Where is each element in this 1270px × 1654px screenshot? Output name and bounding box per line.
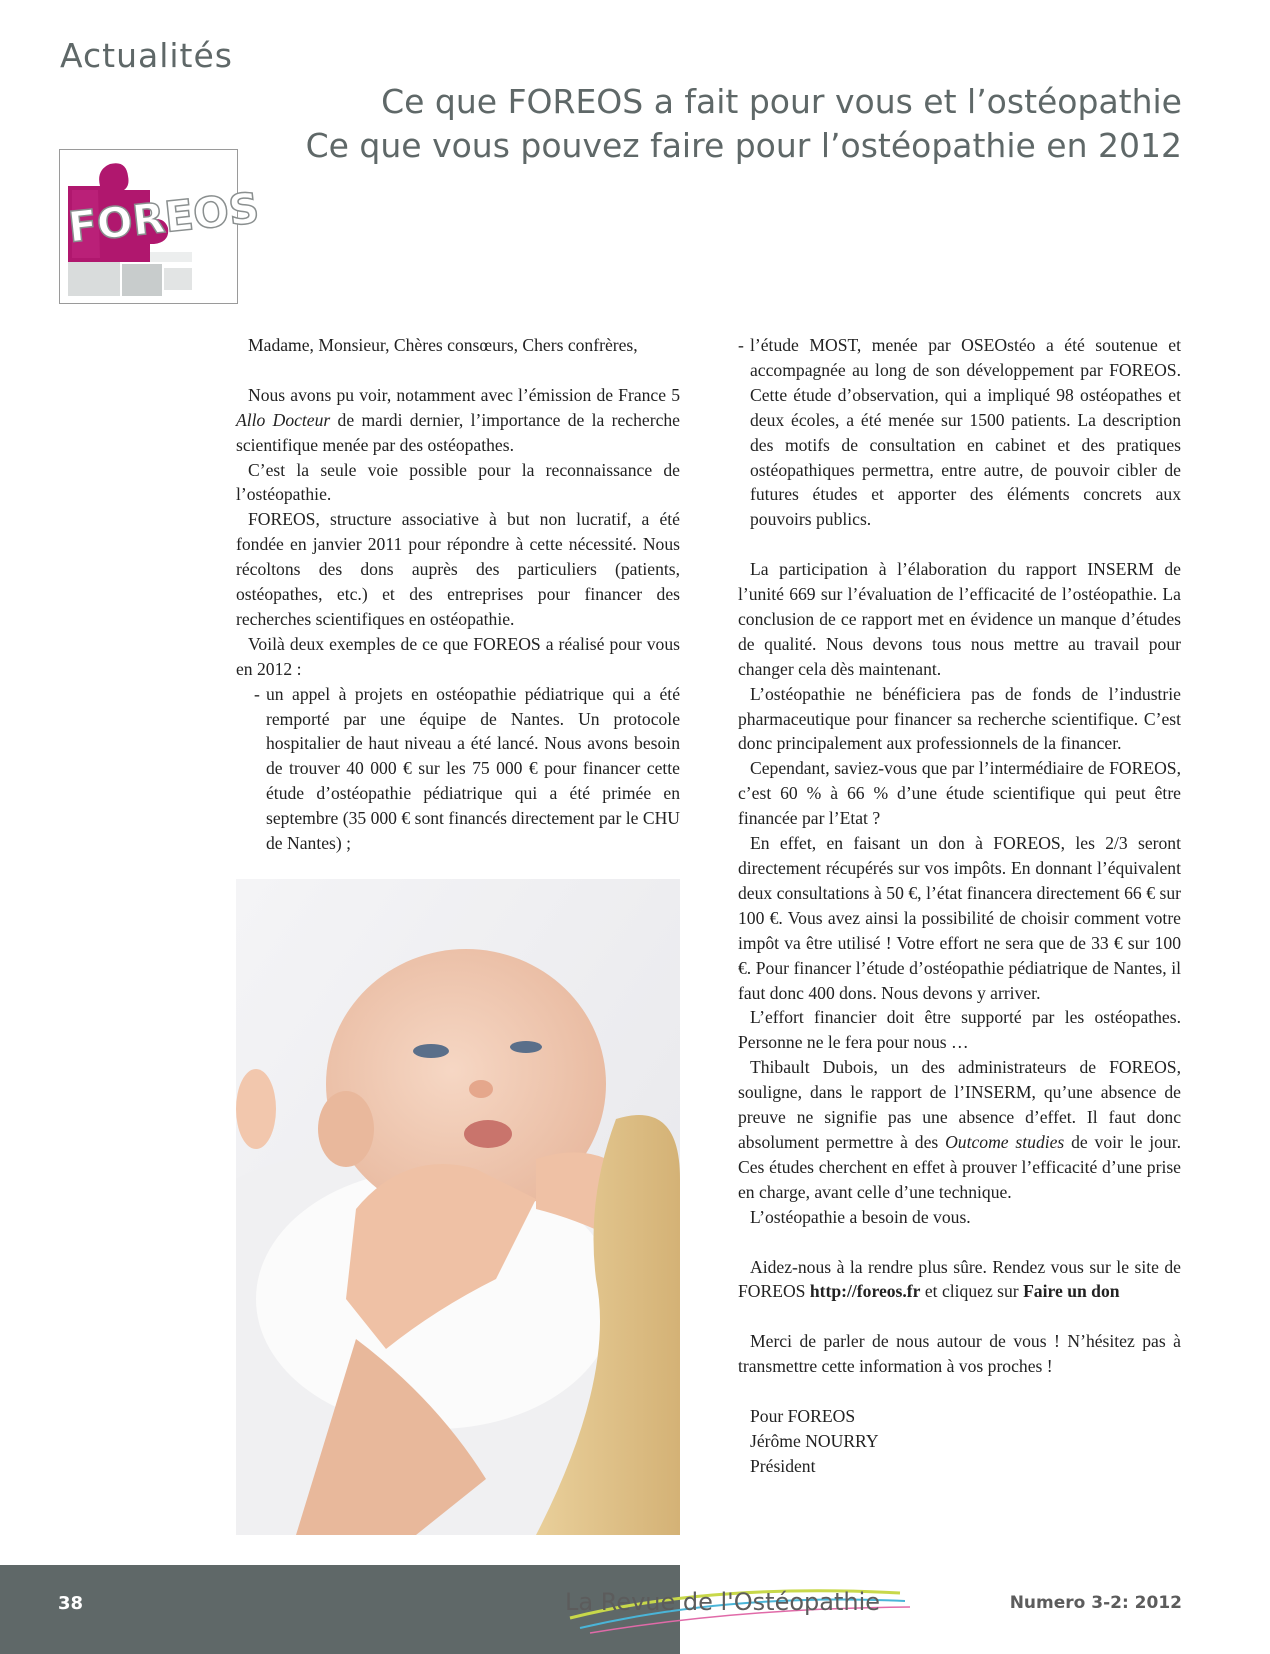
signature-block (738, 1404, 1181, 1479)
paragraph-4: Voilà deux exemples de ce que FOREOS a réalisé pour vous en 2012 : (236, 633, 680, 679)
title-line-1: Ce que FOREOS a fait pour vous et l’ostéopathie (381, 82, 1182, 121)
paragraph-2: C’est la seule voie possible pour la reconnaissance de l’ostéopathie. (236, 459, 680, 505)
foreos-logo (59, 149, 262, 304)
paragraph-5: La participation à l’élaboration du rapport INSERM de l’unité 669 sur l’évaluation de l’efficacité de l’ostéopathie. La conclusion de ce rapport met en évidence un manque d’études de qualité. Nous devons tous nous mettre au travail pour changer cela dès maintenant. (738, 559, 1181, 679)
left-column (236, 333, 680, 856)
right-column (738, 333, 1181, 1479)
signature-line-1: Pour FOREOS (750, 1405, 856, 1426)
donate-link[interactable]: Faire un don (1023, 1281, 1120, 1302)
page-number: 38 (58, 1593, 84, 1614)
paragraph-9: L’effort financier doit être supporté par les ostéopathes. Personne ne le fera pour nous … (738, 1007, 1181, 1053)
show-title: Allo Docteur (236, 409, 331, 430)
bullet-item-1: - un appel à projets en ostéopathie pédiatrique qui a été remporté par une équipe de Nantes. Un protocole hospitalier de haut niveau a été lancé. Nous avons besoin de trouver 40 000 € sur les 75 000 € pour financer cette étude d’ostéopathie pédiatrique qui a été primée en septembre (35 000 € sont financés directement par le CHU de Nantes) ; (254, 683, 680, 854)
signature-line-2: Jérôme NOURRY (750, 1430, 879, 1451)
paragraph-11: L’ostéopathie a besoin de vous. (750, 1206, 971, 1227)
outcome-studies: Outcome studies (945, 1131, 1065, 1152)
foreos-link[interactable]: http://foreos.fr (809, 1281, 921, 1302)
paragraph-7: Cependant, saviez-vous que par l’intermédiaire de FOREOS, c’est 60 % à 66 % d’une étude scientifique qui peut être financée par l’Etat ? (738, 758, 1181, 829)
paragraph-12: Aidez-nous à la rendre plus sûre. Rendez vous sur le site de FOREOS http://foreos.fr et cliquez sur Faire un don (738, 1256, 1181, 1302)
paragraph-6: L’ostéopathie ne bénéficiera pas de fonds de l’industrie pharmaceutique pour financer sa recherche scientifique. C’est donc principalement aux professionnels de la financer. (738, 683, 1181, 754)
signature-line-3: Président (750, 1455, 816, 1476)
article-title (306, 80, 1182, 168)
journal-name: La Revue de l'Ostéopathie (565, 1588, 881, 1616)
paragraph-3: FOREOS, structure associative à but non lucratif, a été fondée en janvier 2011 pour répondre à cette nécessité. Nous récoltons des dons auprès des particuliers (patients, ostéopathes, etc.) et des entreprises pour financer des recherches scientifiques en ostéopathie. (236, 509, 680, 629)
issue-number: Numero 3-2: 2012 (1009, 1593, 1182, 1613)
section-heading: Actualités (60, 36, 233, 75)
logo-text: FOREOS (65, 183, 262, 252)
paragraph-1: Nous avons pu voir, notamment avec l’émission de France 5 Allo Docteur de mardi dernier, l’importance de la recherche scientifique menée par des ostéopathes. (236, 384, 680, 455)
paragraph-8: En effet, en faisant un don à FOREOS, les 2/3 seront directement récupérés sur vos impôts. En donnant l’équivalent deux consultations à 50 €, l’état financera directement 66 € sur 100 €. Vous avez ainsi la possibilité de choisir comment votre impôt va être utilisé ! Votre effort ne sera que de 33 € sur 100 €. Pour financer l’étude d’ostéopathie pédiatrique de Nantes, il faut donc 400 dons. Nous devons y arriver. (738, 833, 1181, 1003)
bullet-item-2: - l’étude MOST, menée par OSEOstéo a été soutenue et accompagnée au long de son développement par FOREOS. Cette étude d’observation, qui a impliqué 98 ostéopathes et deux écoles, a été menée sur 1500 patients. La description des motifs de consultation en cabinet et des pratiques ostéopathiques permettra, entre autre, de pouvoir cibler de futures études et apporter des éléments concrets aux pouvoirs publics. (738, 335, 1181, 530)
puzzle-logo-graphic (60, 150, 290, 303)
paragraph-10: Thibault Dubois, un des administrateurs de FOREOS, souligne, dans le rapport de l’INSERM, qu’une absence de preuve ne signifie pas une absence d’effet. Il faut donc absolument permettre à des Outcome studies de voir le jour. Ces études cherchent en effet à prouver l’efficacité d’une prise en charge, avant celle d’une technique. (738, 1057, 1181, 1202)
paragraph-13: Merci de parler de nous autour de vous ! N’hésitez pas à transmettre cette information à vos proches ! (738, 1331, 1181, 1377)
title-line-2: Ce que vous pouvez faire pour l’ostéopathie en 2012 (305, 126, 1182, 165)
greeting: Madame, Monsieur, Chères consœurs, Chers confrères, (248, 335, 638, 355)
baby-photo (236, 879, 680, 1535)
